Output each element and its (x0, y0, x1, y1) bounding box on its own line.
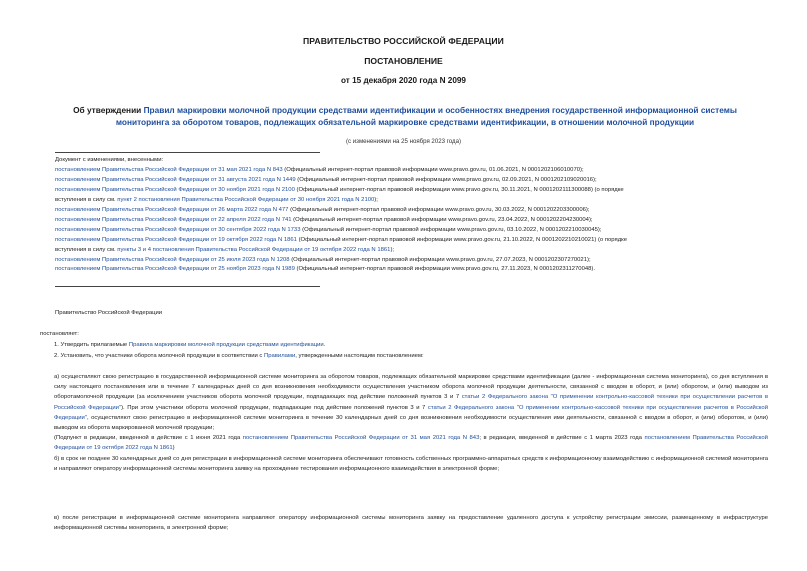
history-text: ); (390, 246, 395, 253)
item-2 (54, 353, 764, 359)
amendment-note: (с изменениями на 25 ноября 2023 года) (346, 138, 461, 145)
subparagraph-v (40, 513, 768, 533)
edit-note-text: ) (172, 445, 175, 452)
subparagraph-a-text (40, 372, 768, 433)
history-text: (Официальный интернет-портал правовой информации www.pravo.gov.ru, 27.11.2023, N 0001202311270048). (294, 266, 595, 273)
law-article-link[interactable]: статьи 2 Федерального закона "О применении контрольно-кассовой техники при осуществлении расчетов в Российской Федерации" (54, 394, 768, 411)
history-link[interactable]: постановлением Правительства Российской Федерации от 25 ноября 2023 года N 1989 (55, 266, 295, 273)
issuer-heading: ПРАВИТЕЛЬСТВО РОССИЙСКОЙ ФЕДЕРАЦИИ (303, 36, 504, 46)
item-1-text: 1. Утвердить прилагаемые (54, 342, 129, 348)
history-text: ); (374, 196, 378, 203)
history-text: вступления в силу см. (55, 196, 118, 203)
subparagraph-b: б) в срок не позднее 30 календарных дней со дня регистрации в информационной системе мониторинга обеспечивают готовность собственных программно-аппаратных средств к информационному взаимодействию с информационной системой мониторинга и направляют оператору информационной системы мониторинга заявку на прохождение тестирования информационного взаимодействия в электронной форме; (54, 455, 768, 472)
history-entry (55, 265, 765, 275)
sub-a-part: а) осуществляют свою регистрацию в государственной информационной системе мониторинга за оборотом товаров, подлежащих обязательной маркировке средствами идентификации (далее - информационная система мониторинга), со дня вступления в силу настоящего постановления или в течение 7 календарных дней со дня возникновения необходимости осуществления участником оборота молочной продукции деятельности, связанной с вводом в оборот, и (или) оборотом, и (или) выводом из оборотамолочной продукции (за исключением участников оборота молочной продукции, подпадающих под действие положений пунктов 3 и 7 (54, 374, 768, 401)
edit-note-text: (Подпункт в редакции, введенной в действие с 1 июня 2021 года (54, 435, 243, 442)
rules-link[interactable]: Правила маркировки молочной продукции средствами идентификации (128, 342, 324, 348)
history-link[interactable]: постановлением Правительства Российской Федерации от 30 сентября 2022 года N 1733 (55, 226, 301, 233)
edit-link[interactable]: постановлением Правительства Российской Федерации от 19 октября 2022 года N 1861 (54, 435, 768, 452)
history-link[interactable]: постановлением Правительства Российской Федерации от 26 марта 2022 года N 477 (55, 206, 289, 213)
history-entry (55, 216, 765, 226)
history-entry (55, 256, 765, 266)
history-link[interactable]: пункты 3 и 4 постановления Правительства Российской Федерации от 19 октября 2022 года N 1861 (117, 246, 391, 253)
history-link[interactable]: постановлением Правительства Российской Федерации от 22 апреля 2022 года N 741 (55, 216, 292, 223)
history-entry (55, 226, 765, 236)
edit-note (40, 433, 768, 453)
document-title (60, 105, 750, 128)
history-text: (Официальный интернет-портал правовой информации www.pravo.gov.ru, 01.06.2021, N 0001202106010070); (282, 166, 584, 173)
rules-short-link[interactable]: Правилами (264, 353, 296, 359)
item-1 (54, 342, 764, 348)
history-link[interactable]: постановлением Правительства Российской Федерации от 31 мая 2021 года N 843 (55, 166, 283, 173)
document-date-number: от 15 декабря 2020 года N 2099 (341, 76, 466, 85)
title-rules-link[interactable]: Правил маркировки молочной продукции средствами идентификации и особенностях внедрения государственной информационной системы мониторинга за оборотом товаров, подлежащих обязательной маркировке средствами идентификации, в отношении молочной продукции (115, 105, 737, 127)
sub-a-part: , осуществляют свою регистрацию в информационной системе мониторинга в течение 30 календарных дней со дня возникновения необходимости осуществления ими деятельности, связанной с вводом в оборот, и (или) оборотом, и (или) выводом из оборота маркированной молочной продукции; (54, 414, 768, 432)
history-text: (Официальный интернет-портал правовой информации www.pravo.gov.ru, 30.03.2022, N 0001202203300006); (288, 206, 590, 213)
sub-a-part: ). При этом участники оборота молочной продукции, подпадающие под действие положений пунктов 3 и 7 (121, 404, 428, 411)
history-bottom-divider (55, 286, 320, 287)
amendment-history (55, 156, 765, 275)
history-link[interactable]: постановлением Правительства Российской Федерации от 25 июля 2023 года N 1208 (55, 256, 290, 263)
history-text: (Официальный интернет-портал правовой информации www.pravo.gov.ru, 03.10.2022, N 0001202210030045); (300, 226, 602, 233)
item-2-text: 2. Установить, что участники оборота молочной продукции в соответствии с (54, 353, 265, 359)
history-entry (55, 196, 765, 206)
law-article-link[interactable]: статьи 2 Федерального закона "О применении контрольно-кассовой техники при осуществлении расчетов в Российской Федерации" (54, 404, 768, 421)
subparagraph-v-text: в) после регистрации в информационной системе мониторинга направляют оператору информационной системы мониторинга заявку на предоставление удаленного доступа к устройству регистрации эмиссии, размещенному в инфраструктуре информационной системы мониторинга, в электронной форме; (54, 515, 768, 532)
issuer-line: Правительство Российской Федерации (55, 310, 163, 316)
history-entry (55, 186, 765, 196)
history-link[interactable]: пункт 2 постановления Правительства Российской Федерации от 30 ноября 2021 года N 2100 (117, 196, 375, 203)
history-text: (Официальный интернет-портал правовой информации www.pravo.gov.ru, 27.07.2023, N 0001202307270021); (289, 256, 591, 263)
history-entry (55, 176, 765, 186)
history-top-divider (55, 152, 320, 153)
decides-line: постановляет: (40, 331, 79, 337)
history-entry (55, 166, 765, 176)
history-entry (55, 246, 765, 256)
subparagraph-a (40, 372, 768, 474)
item-1-suffix: . (323, 342, 326, 348)
history-text: (Официальный интернет-портал правовой информации www.pravo.gov.ru, 21.10.2022, N 0001202210210021) (о порядке (296, 236, 628, 243)
history-link[interactable]: постановлением Правительства Российской Федерации от 30 ноября 2021 года N 2100 (55, 186, 295, 193)
history-link[interactable]: постановлением Правительства Российской Федерации от 31 августа 2021 года N 1449 (55, 176, 296, 183)
edit-link[interactable]: постановлением Правительства Российской Федерации от 31 мая 2021 года N 843 (242, 435, 480, 442)
title-prefix: Об утверждении (73, 105, 144, 115)
history-text: (Официальный интернет-портал правовой информации www.pravo.gov.ru, 23.04.2022, N 0001202204230004); (291, 216, 593, 223)
item-2-suffix: , утвержденными настоящим постановлением: (295, 353, 424, 359)
history-text: (Официальный интернет-портал правовой информации www.pravo.gov.ru, 30.11.2021, N 0001202111300088) (о порядке (294, 186, 624, 193)
document-type: ПОСТАНОВЛЕНИЕ (364, 56, 443, 66)
history-text: вступления в силу см. (55, 246, 118, 253)
history-entry (55, 236, 765, 246)
edit-note-text: ; в редакции, введенной в действие с 1 марта 2023 года (479, 435, 645, 442)
history-entry (55, 206, 765, 216)
history-link[interactable]: постановлением Правительства Российской Федерации от 19 октября 2022 года N 1861 (55, 236, 297, 243)
history-heading: Документ с изменениями, внесенными: (55, 157, 164, 163)
history-text: (Официальный интернет-портал правовой информации www.pravo.gov.ru, 02.09.2021, N 0001202109020016); (295, 176, 597, 183)
